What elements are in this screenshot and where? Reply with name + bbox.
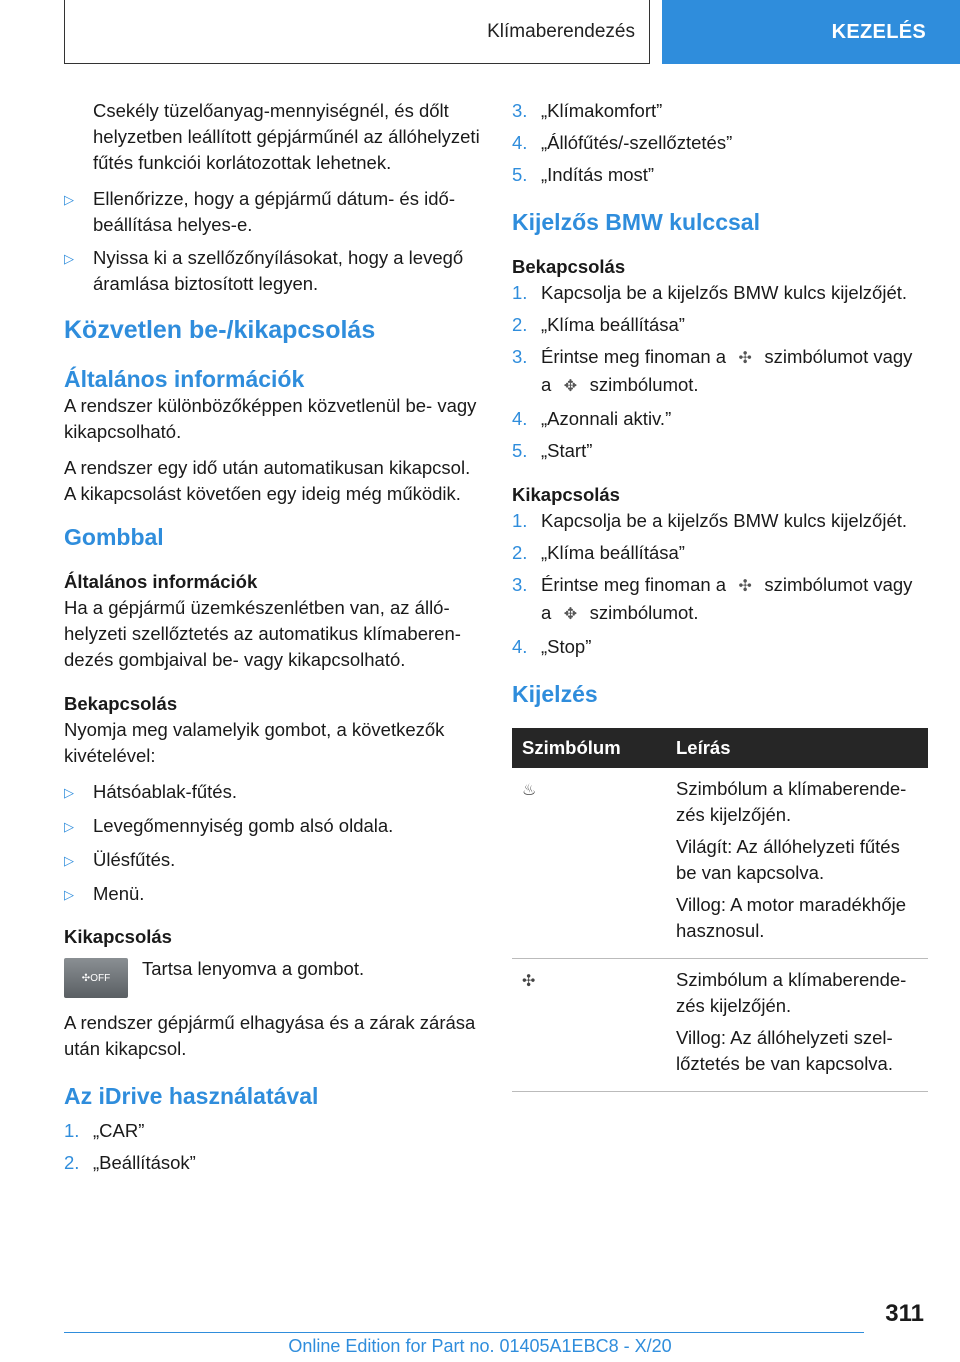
header-chapter-tab (662, 0, 960, 64)
heading-key: Kijelzős BMW kulccsal (512, 209, 760, 235)
triangle-bullet-icon: ▷ (64, 819, 74, 834)
triangle-bullet-icon: ▷ (64, 192, 74, 207)
step-item: 2. „Klíma beállítása” (512, 314, 685, 335)
table-header-row (512, 728, 928, 768)
hold-text: Tartsa lenyomva a gombot. (142, 958, 365, 979)
step-item: 1. „CAR” (64, 1120, 145, 1141)
heating-icon: ♨ (522, 782, 537, 799)
list-item: ▷ Nyissa ki a szellőzőnyílásokat, hogy a levegő áramlása biztosított legyen. (64, 245, 480, 297)
list-item: ▷ Ülésfűtés. (64, 847, 480, 874)
fan-icon: ✣ (738, 350, 752, 367)
subheading-general: Általános információk (64, 571, 258, 592)
step-item: 2. „Beállítások” (64, 1152, 196, 1173)
step-item: 5. „Start” (512, 440, 593, 461)
list-item: ▷ Ellenőrizze, hogy a gépjármű dátum- és időbeállítása helyes-e. (64, 186, 480, 238)
intro-paragraph: Csekély tüzelőanyag-mennyiségnél, és dőlt helyzetben leállított gépjárműnél az állóhelyzeti fűtés funkciói korlátozottak lehetnek. (93, 100, 480, 173)
list-item: ▷ Levegőmennyiség gomb alsó oldala. (64, 813, 480, 840)
left-column (64, 98, 480, 1182)
paragraph: A rendszer gépjármű elhagyása és a zárak zárása után kikapcsol. (64, 1012, 476, 1059)
step-item: 2. „Klíma beállítása” (512, 542, 685, 563)
subheading-off: Kikapcsolás (512, 484, 620, 505)
fan-icon: ✣ (522, 973, 536, 990)
list-item: ▷ Menü. (64, 881, 480, 908)
list-item: ▷ Hátsóablak-fűtés. (64, 779, 480, 806)
step-item: 3. „Klímakomfort” (512, 100, 663, 121)
triangle-bullet-icon: ▷ (64, 785, 74, 800)
triangle-bullet-icon: ▷ (64, 251, 74, 266)
fan-slash-icon: ✥ (563, 378, 578, 395)
heading-display: Kijelzés (512, 681, 598, 707)
fan-icon: ✣ (738, 578, 752, 595)
triangle-bullet-icon: ▷ (64, 887, 74, 902)
right-column (512, 98, 928, 1092)
heading-button: Gombbal (64, 524, 164, 550)
paragraph: A rendszer különbözőképpen közvetlenül be- vagy kikapcsolható. (64, 395, 477, 442)
step-item: 3. Érintse meg finoman a ✣ szimbólumot vagy a ✥ szimbólumot. (512, 572, 928, 628)
fan-off-button-icon: ✣ OFF (64, 958, 128, 998)
subheading-on: Bekapcsolás (64, 693, 178, 714)
symbol-cell (512, 959, 668, 1092)
step-item: 1. Kapcsolja be a kijelzős BMW kulcs kijelzőjét. (512, 510, 908, 531)
subheading-on: Bekapcsolás (512, 256, 626, 277)
step-item: 4. „Azonnali aktiv.” (512, 408, 672, 429)
paragraph: A rendszer egy idő után automatikusan kikapcsol. A kikapcsolást követően egy ideig még működik. (64, 457, 471, 504)
step-item: 1. Kapcsolja be a kijelzős BMW kulcs kijelzőjét. (512, 282, 908, 303)
step-item: 3. Érintse meg finoman a ✣ szimbólumot vagy a ✥ szimbólumot. (512, 344, 928, 400)
symbol-cell (512, 768, 668, 959)
header-section-title (64, 0, 650, 64)
chapter-title: KEZELÉS (831, 20, 926, 43)
hold-instruction (64, 956, 480, 998)
description-cell: Szimbólum a klímaberendezés kijelzőjén. Világít: Az állóhelyzeti fűtés be van kapcsolva. Villog: A motor maradékhője hasznosul. (668, 768, 928, 959)
subheading-off: Kikapcsolás (64, 926, 172, 947)
heading-idrive: Az iDrive használatával (64, 1083, 319, 1109)
page-number: 311 (885, 1300, 924, 1327)
symbol-table (512, 728, 928, 1092)
heading-direct: Közvetlen be-/kikapcsolás (64, 316, 376, 344)
table-row (512, 768, 928, 959)
paragraph: Nyomja meg valamelyik gombot, a következők kivételével: (64, 719, 445, 766)
step-item: 5. „Indítás most” (512, 164, 655, 185)
table-row (512, 959, 928, 1092)
column-header-description: Leírás (668, 728, 928, 768)
step-item: 4. „Állófűtés/-szellőztetés” (512, 132, 733, 153)
triangle-bullet-icon: ▷ (64, 853, 74, 868)
paragraph: Ha a gépjármű üzemkészenlétben van, az állóhelyzeti szellőztetés az automatikus klímaberendezés gombjaival be- vagy kikapcsolható. (64, 597, 461, 670)
step-item: 4. „Stop” (512, 636, 592, 657)
footer-edition: Online Edition for Part no. 01405A1EBC8 - X/20 (288, 1336, 672, 1356)
section-title: Klímaberendezés (487, 20, 635, 42)
column-header-symbol: Szimbólum (512, 728, 668, 768)
fan-slash-icon: ✥ (563, 606, 578, 623)
description-cell: Szimbólum a klímaberendezés kijelzőjén. Villog: Az állóhelyzeti szellőztetés be van kapcsolva. (668, 959, 928, 1092)
footer-divider (64, 1332, 864, 1333)
heading-general: Általános információk (64, 366, 305, 392)
